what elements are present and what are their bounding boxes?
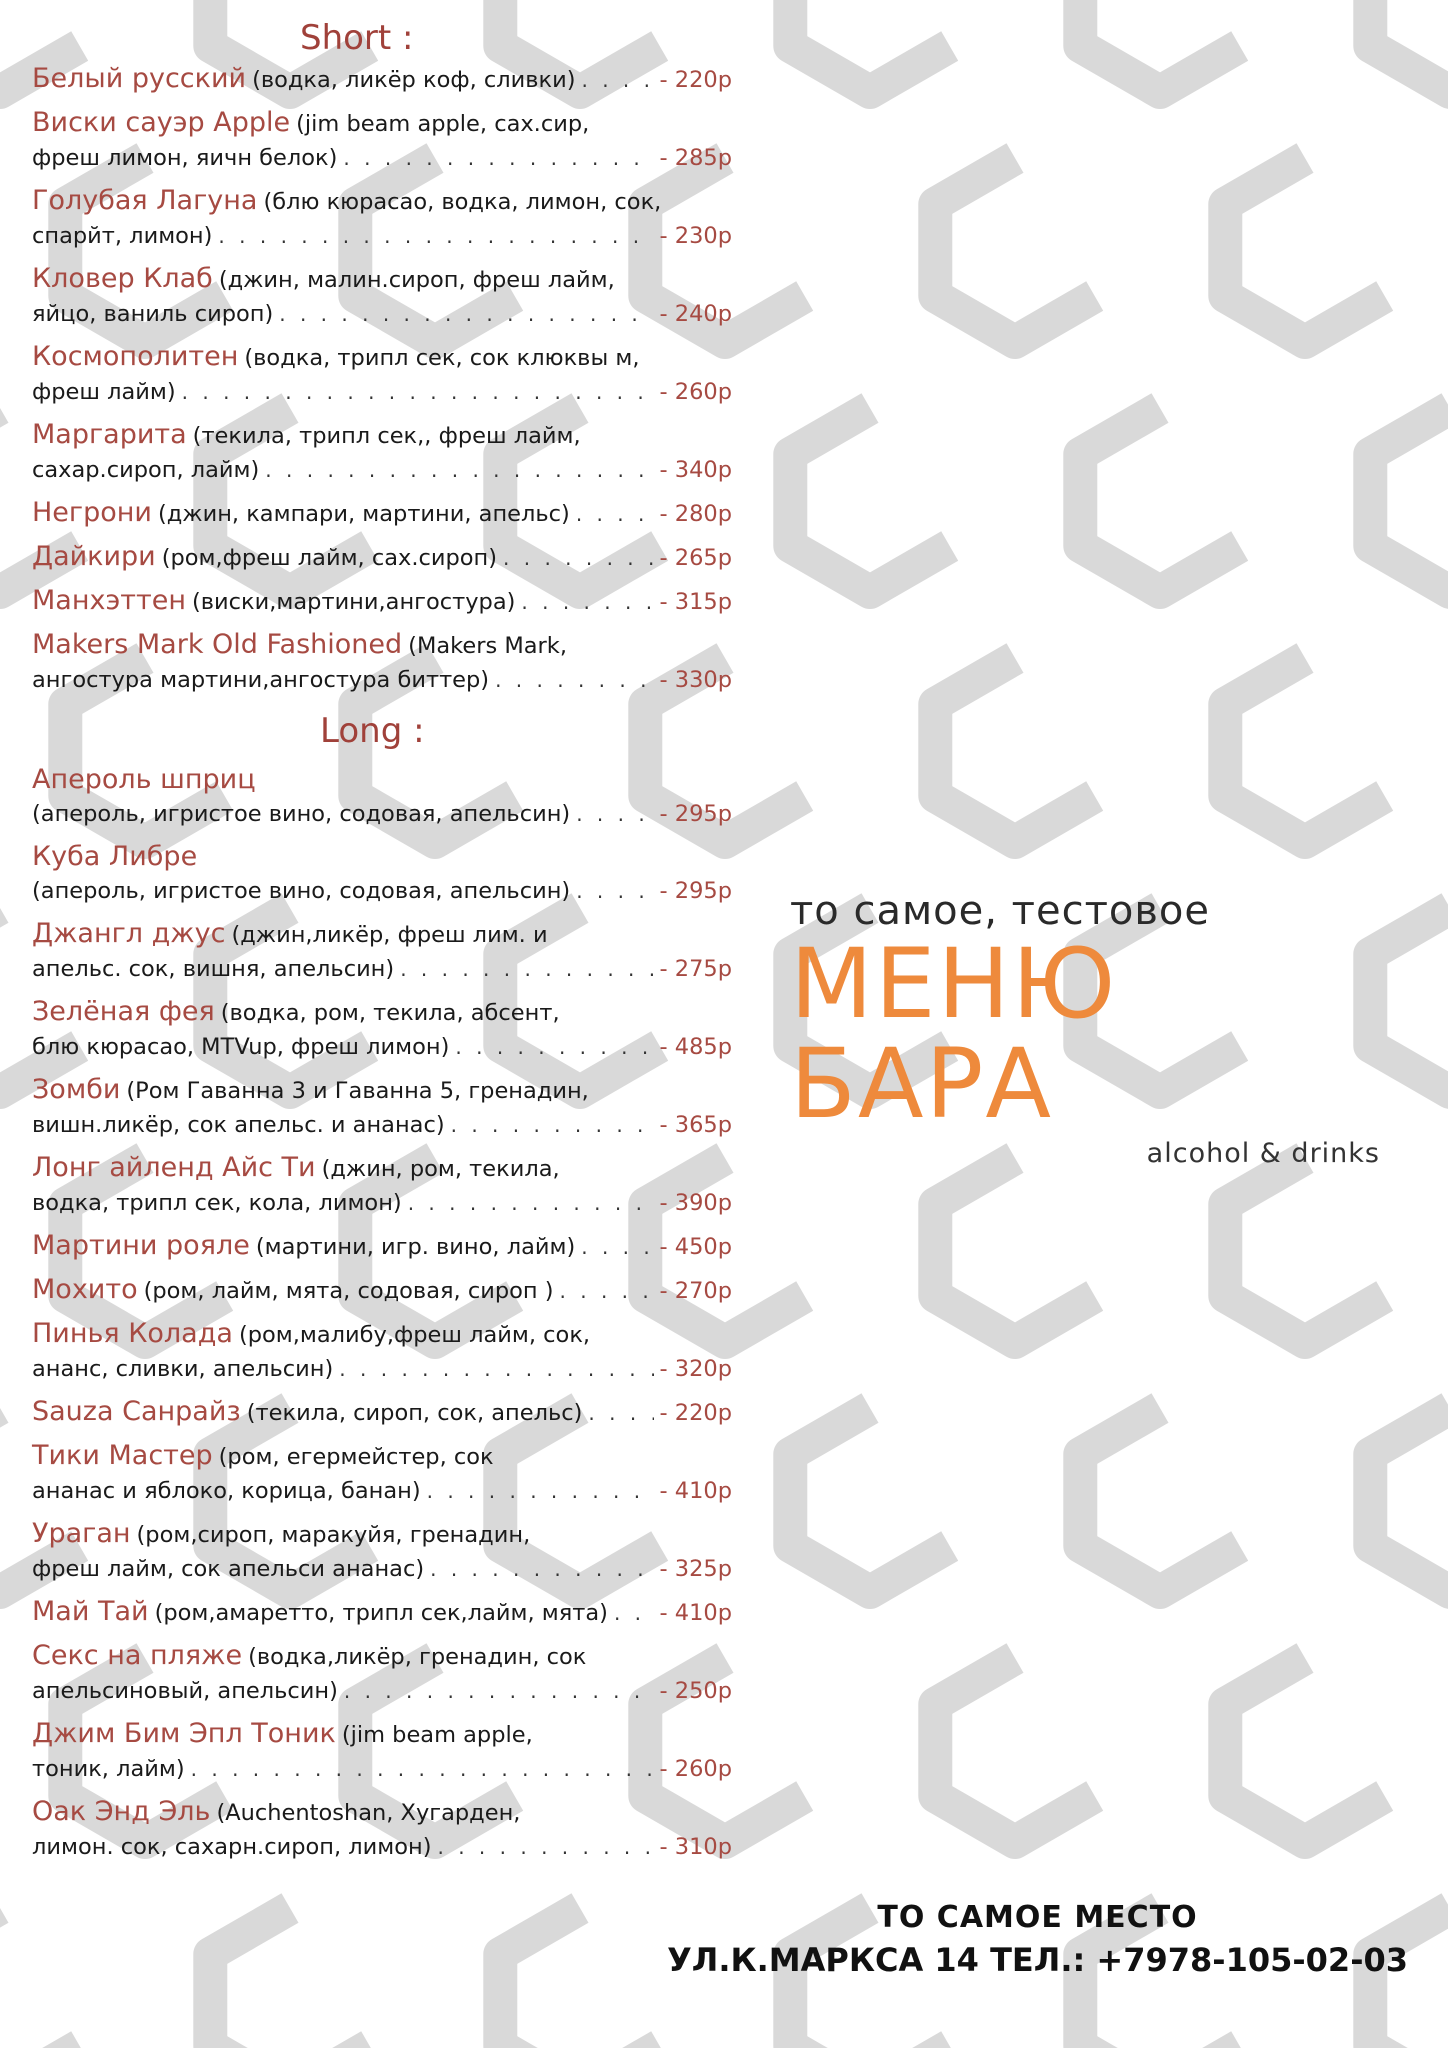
menu-item-description: фреш лимон, яичн белок) — [32, 145, 338, 171]
dot-leader — [430, 1552, 653, 1586]
menu-item-description: (ром, лайм, мята, содовая, сироп ) — [143, 1278, 554, 1304]
menu-item — [32, 1273, 732, 1308]
menu-item-description: (апероль, игристое вино, содовая, апельсин) — [32, 878, 571, 904]
menu-item-price: - 270р — [659, 1278, 732, 1304]
dot-leader — [408, 1186, 654, 1220]
menu-item-price: - 330р — [659, 667, 732, 693]
menu-item-description: сахар.сироп, лайм) — [32, 457, 260, 483]
menu-item — [32, 540, 732, 575]
menu-item — [32, 1439, 732, 1508]
menu-item-description: апельсиновый, апельсин) — [32, 1678, 338, 1704]
menu-item-description: (jim beam apple, — [341, 1722, 533, 1748]
menu-item — [32, 995, 732, 1064]
short-list — [32, 62, 732, 697]
menu-item-price: - 450р — [659, 1234, 732, 1260]
menu-item-line — [32, 1352, 732, 1386]
menu-item-description: (Auchentoshan, Хугарден, — [216, 1800, 521, 1826]
menu-item-description: лимон. сок, сахарн.сироп, лимон) — [32, 1834, 432, 1860]
menu-item — [32, 628, 732, 697]
menu-item-price: - 280р — [659, 501, 732, 527]
dot-leader — [455, 1030, 653, 1064]
menu-item — [32, 917, 732, 986]
menu-item — [32, 106, 732, 175]
menu-item-description: ананас и яблоко, корица, банан) — [32, 1478, 421, 1504]
menu-item-price: - 325р — [659, 1556, 732, 1582]
menu-item-price: - 315р — [659, 589, 732, 615]
menu-item-description: блю кюрасао, MTVup, фреш лимон) — [32, 1034, 450, 1060]
menu-item-description: (блю кюрасао, водка, лимон, сок, — [263, 189, 662, 215]
menu-item-description: (апероль, игристое вино, содовая, апельсин) — [32, 801, 571, 827]
menu-item-name: Маргарита — [32, 419, 187, 450]
menu-item-name: Голубая Лагуна — [32, 185, 258, 216]
menu-item-name: Зелёная фея — [32, 996, 215, 1027]
menu-item — [32, 763, 732, 831]
menu-item-line — [32, 1639, 732, 1674]
dot-leader — [495, 663, 653, 697]
hexagon-segment — [790, 1408, 949, 1592]
menu-item-name: Лонг айленд Айс Ти — [32, 1152, 316, 1183]
menu-item-line — [32, 584, 732, 619]
menu-item-line — [32, 1439, 732, 1474]
hexagon-segment — [935, 658, 1094, 842]
menu-item-description: водка, трипл сек, кола, лимон) — [32, 1190, 402, 1216]
dot-leader — [560, 1274, 654, 1308]
menu-item-price: - 485р — [659, 1034, 732, 1060]
dot-leader — [582, 63, 654, 97]
menu-item-name: Белый русский — [32, 63, 247, 94]
menu-item-price: - 240р — [659, 301, 732, 327]
menu-item-line — [32, 874, 732, 908]
menu-item-line — [32, 418, 732, 453]
short-section-title: Short : — [300, 18, 414, 58]
dot-leader — [265, 453, 653, 487]
hexagon-segment — [1370, 0, 1448, 92]
menu-item-line — [32, 297, 732, 331]
menu-item-description: (ром,сироп, маракуйя, гренадин, — [136, 1522, 531, 1548]
menu-item-line — [32, 375, 732, 409]
dot-leader — [427, 1474, 654, 1508]
menu-item-name: Дайкири — [32, 541, 156, 572]
menu-item-line — [32, 141, 732, 175]
menu-item-description: (виски,мартини,ангостура) — [192, 589, 516, 615]
dot-leader — [576, 497, 654, 531]
menu-item-line — [32, 917, 732, 952]
hexagon-segment — [790, 0, 949, 92]
menu-item-description: апельс. сок, вишня, апельсин) — [32, 956, 395, 982]
menu-item-price: - 410р — [659, 1600, 732, 1626]
menu-item — [32, 262, 732, 331]
hexagon-segment — [1370, 908, 1448, 1092]
menu-item-description: (джин, ром, текила, — [321, 1156, 560, 1182]
menu-item-description: (ром,малибу,фреш лайм, сок, — [238, 1322, 591, 1348]
menu-item-description: (водка, ликёр коф, сливки) — [252, 67, 576, 93]
menu-item-name: Джим Бим Эпл Тоник — [32, 1718, 336, 1749]
menu-item — [32, 184, 732, 253]
dot-leader — [576, 797, 653, 831]
menu-item-line — [32, 340, 732, 375]
menu-item-description: ананс, сливки, апельсин) — [32, 1356, 334, 1382]
menu-item-name: Makers Mark Old Fashioned — [32, 629, 403, 660]
menu-item — [32, 1795, 732, 1864]
menu-item-line — [32, 1474, 732, 1508]
menu-item-description: (водка, трипл сек, сок клюквы м, — [244, 345, 640, 371]
hexagon-segment — [1225, 658, 1384, 842]
menu-item-line — [32, 1395, 732, 1430]
hexagon-segment — [1370, 408, 1448, 592]
menu-item-price: - 365р — [659, 1112, 732, 1138]
menu-item-description: ангостура мартини,ангостура биттер) — [32, 667, 490, 693]
hexagon-segment — [935, 1658, 1094, 1842]
menu-item-line — [32, 540, 732, 575]
menu-item-description: (мартини, игр. вино, лайм) — [255, 1234, 576, 1260]
menu-item-description: (Makers Mark, — [408, 633, 567, 659]
menu-item — [32, 1073, 732, 1142]
menu-item-price: - 265р — [659, 545, 732, 571]
menu-item-price: - 275р — [659, 956, 732, 982]
menu-item-price: - 285р — [659, 145, 732, 171]
menu-item-line — [32, 1830, 732, 1864]
menu-item-line — [32, 763, 732, 797]
brand-block — [790, 888, 1380, 1169]
hexagon-segment — [1080, 0, 1239, 92]
brand-subtitle: alcohol & drinks — [1146, 1138, 1380, 1169]
hexagon-segment — [790, 408, 949, 592]
venue-name: ТО САМОЕ МЕСТО — [877, 1900, 1198, 1935]
menu-item — [32, 496, 732, 531]
menu-item-description: (jim beam apple, сах.сир, — [296, 111, 590, 137]
menu-item — [32, 1717, 732, 1786]
menu-item-description: фреш лайм, сок апельси ананас) — [32, 1556, 425, 1582]
hexagon-segment — [1080, 1408, 1239, 1592]
menu-item — [32, 1517, 732, 1586]
menu-item-description: вишн.ликёр, сок апельс. и ананас) — [32, 1112, 445, 1138]
menu-item-price: - 250р — [659, 1678, 732, 1704]
dot-leader — [182, 375, 654, 409]
hexagon-segment — [1225, 1658, 1384, 1842]
hexagon-segment — [210, 1908, 369, 2048]
brand-title: МЕНЮ БАРА — [790, 928, 1118, 1140]
menu-item-name: Пинья Колада — [32, 1318, 233, 1349]
menu-item-line — [32, 1186, 732, 1220]
menu-item-name: Мохито — [32, 1274, 138, 1305]
dot-leader — [343, 141, 653, 175]
menu-item-description: тоник, лайм) — [32, 1756, 185, 1782]
menu-item — [32, 340, 732, 409]
menu-item — [32, 1395, 732, 1430]
menu-item-line — [32, 1517, 732, 1552]
menu-item-line — [32, 496, 732, 531]
menu-item-line — [32, 628, 732, 663]
hexagon-segment — [935, 158, 1094, 342]
hexagon-segment — [1370, 1408, 1448, 1592]
dot-leader — [344, 1674, 654, 1708]
menu-item — [32, 584, 732, 619]
menu-item-line — [32, 1317, 732, 1352]
dot-leader — [521, 585, 653, 619]
menu-item-price: - 340р — [659, 457, 732, 483]
menu-item-description: (текила, сироп, сок, апельс) — [246, 1400, 583, 1426]
menu-column — [32, 18, 732, 1873]
menu-item-line — [32, 1073, 732, 1108]
menu-item — [32, 1317, 732, 1386]
menu-item-line — [32, 952, 732, 986]
menu-item-description: (текила, трипл сек,, фреш лайм, — [192, 423, 581, 449]
menu-item-line — [32, 840, 732, 874]
menu-item-name: Зомби — [32, 1074, 121, 1105]
menu-item-price: - 260р — [659, 379, 732, 405]
menu-item-description: фреш лайм) — [32, 379, 176, 405]
long-section-title: Long : — [320, 711, 425, 751]
menu-item-line — [32, 262, 732, 297]
long-list — [32, 763, 732, 1864]
menu-item-description: (водка,ликёр, гренадин, сок — [248, 1644, 587, 1670]
menu-item — [32, 1151, 732, 1220]
menu-item-line — [32, 995, 732, 1030]
menu-item — [32, 418, 732, 487]
menu-item-price: - 295р — [659, 801, 732, 827]
menu-item-name: Ураган — [32, 1518, 131, 1549]
menu-item-name: Май Тай — [32, 1596, 149, 1627]
menu-item-name: Апероль шприц — [32, 764, 256, 795]
menu-item-name: Джангл джус — [32, 918, 226, 949]
menu-item-description: спарйт, лимон) — [32, 223, 213, 249]
dot-leader — [218, 219, 653, 253]
menu-item-name: Тики Мастер — [32, 1440, 213, 1471]
menu-item-price: - 320р — [659, 1356, 732, 1382]
menu-item-description: (ром, егермейстер, сок — [218, 1444, 494, 1470]
hexagon-segment — [1225, 1158, 1384, 1342]
menu-item-line — [32, 1030, 732, 1064]
menu-item-line — [32, 184, 732, 219]
menu-item-name: Космополитен — [32, 341, 239, 372]
dot-leader — [339, 1352, 653, 1386]
menu-item-line — [32, 1717, 732, 1752]
hexagon-segment — [1080, 408, 1239, 592]
menu-item-description: (Ром Гаванна 3 и Гаванна 5, гренадин, — [126, 1078, 589, 1104]
menu-item — [32, 840, 732, 908]
dot-leader — [588, 1396, 653, 1430]
hexagon-segment — [1225, 158, 1384, 342]
menu-item-line — [32, 1229, 732, 1264]
menu-item-price: - 220р — [659, 1400, 732, 1426]
hexagon-segment — [935, 1158, 1094, 1342]
dot-leader — [400, 952, 653, 986]
menu-item-description: (джин, малин.сироп, фреш лайм, — [218, 267, 615, 293]
menu-item — [32, 62, 732, 97]
menu-item-line — [32, 106, 732, 141]
menu-item — [32, 1639, 732, 1708]
menu-item — [32, 1229, 732, 1264]
menu-item-price: - 410р — [659, 1478, 732, 1504]
menu-item-name: Манхэттен — [32, 585, 187, 616]
hexagon-segment — [500, 1908, 659, 2048]
dot-leader — [451, 1108, 654, 1142]
dot-leader — [581, 1230, 653, 1264]
dot-leader — [576, 874, 653, 908]
hexagon-segment — [0, 1908, 80, 2048]
menu-item-price: - 220р — [659, 67, 732, 93]
menu-item-price: - 390р — [659, 1190, 732, 1216]
menu-item-price: - 230р — [659, 223, 732, 249]
menu-item-line — [32, 1595, 732, 1630]
menu-item-description: (джин, кампари, мартини, апельс) — [157, 501, 570, 527]
menu-item-name: Оак Энд Эль — [32, 1796, 211, 1827]
venue-address: УЛ.К.МАРКСА 14 ТЕЛ.: +7978-105-02-03 — [667, 1941, 1408, 1979]
menu-item-line — [32, 1151, 732, 1186]
menu-item-name: Виски сауэр Apple — [32, 107, 291, 138]
menu-item-name: Куба Либре — [32, 841, 198, 872]
menu-item-line — [32, 219, 732, 253]
dot-leader — [191, 1752, 654, 1786]
dot-leader — [438, 1830, 654, 1864]
menu-item — [32, 1595, 732, 1630]
menu-item-name: Sauza Санрайз — [32, 1396, 241, 1427]
menu-item-description: (джин,ликёр, фреш лим. и — [231, 922, 548, 948]
menu-item-line — [32, 1752, 732, 1786]
menu-item-line — [32, 797, 732, 831]
menu-item-line — [32, 663, 732, 697]
menu-item-line — [32, 1108, 732, 1142]
menu-item-line — [32, 1795, 732, 1830]
footer — [667, 1900, 1408, 1979]
brand-tagline: то самое, тестовое — [790, 888, 1211, 934]
menu-item-name: Мартини рояле — [32, 1230, 250, 1261]
menu-item-line — [32, 1552, 732, 1586]
menu-item-price: - 295р — [659, 878, 732, 904]
menu-item-description: (ром,фреш лайм, сах.сироп) — [161, 545, 498, 571]
menu-item-name: Негрони — [32, 497, 152, 528]
menu-item-description: (водка, ром, текила, абсент, — [220, 1000, 560, 1026]
menu-item-price: - 310р — [659, 1834, 732, 1860]
dot-leader — [614, 1596, 654, 1630]
dot-leader — [279, 297, 653, 331]
menu-item-description: (ром,амаретто, трипл сек,лайм, мята) — [154, 1600, 608, 1626]
menu-item-name: Секс на пляже — [32, 1640, 243, 1671]
menu-item-line — [32, 453, 732, 487]
menu-item-description: яйцо, ваниль сироп) — [32, 301, 274, 327]
menu-item-price: - 260р — [659, 1756, 732, 1782]
menu-item-line — [32, 62, 732, 97]
menu-item-line — [32, 1273, 732, 1308]
menu-item-name: Кловер Клаб — [32, 263, 213, 294]
menu-item-line — [32, 1674, 732, 1708]
dot-leader — [503, 541, 653, 575]
